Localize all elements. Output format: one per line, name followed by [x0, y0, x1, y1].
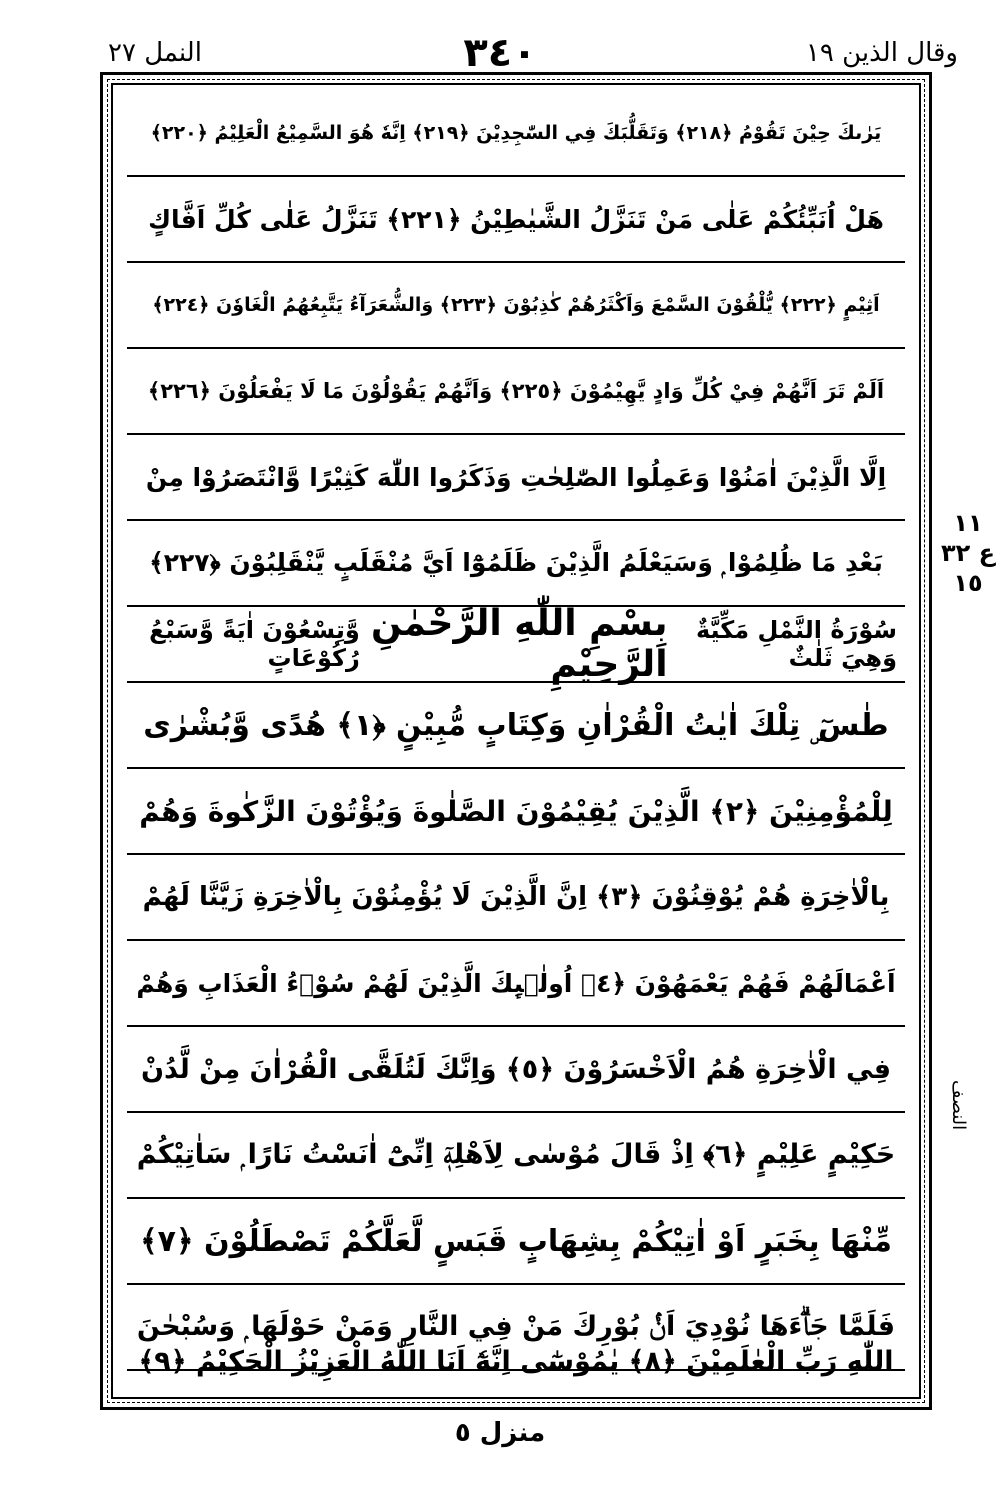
- text-line: [127, 521, 905, 607]
- line-text: يَرٰىكَ حِيْنَ تَقُوْمُ ﴿٢١٨﴾ وَتَقَلُّبَكَ فِي السّٰجِدِيْنَ ﴿٢١٩﴾ اِنَّهٗ هُوَ السَّمِيْعُ الْعَلِيْمُ ﴿٢٢٠﴾: [150, 122, 882, 144]
- text-line: [127, 769, 905, 855]
- ruku-bottom: ١٥: [953, 569, 983, 597]
- line-text: حَكِيْمٍ عَلِيْمٍ ﴿٦﴾ اِذْ قَالَ مُوْسٰى لِاَهْلِهٖٓ اِنِّىْٓ اٰنَسْتُ نَارًا ۭ سَاٰتِيْكُمْ: [136, 1139, 896, 1170]
- side-note: النصف: [948, 1080, 969, 1131]
- text-line: [127, 177, 905, 263]
- text-line: [127, 1027, 905, 1113]
- line-text: هَلْ اُنَبِّئُكُمْ عَلٰى مَنْ تَنَزَّلُ الشَّيٰطِيْنُ ﴿٢٢١﴾ تَنَزَّلُ عَلٰى كُلِّ اَفَّاكٍ: [148, 204, 884, 234]
- ruku-marker: [940, 508, 996, 598]
- line-text: فِي الْاٰخِرَةِ هُمُ الْاَخْسَرُوْنَ ﴿٥﴾ وَاِنَّكَ لَتُلَقَّى الْقُرْاٰنَ مِنْ لَّدُنْ: [140, 1053, 892, 1085]
- line-text: طٰسٓ ۣ تِلْكَ اٰيٰتُ الْقُرْاٰنِ وَكِتَابٍ مُّبِيْنٍ ﴿١﴾ هُدًى وَّبُشْرٰى: [143, 707, 889, 743]
- line-text: بَعْدِ مَا ظُلِمُوْا ۭ وَسَيَعْلَمُ الَّذِيْنَ ظَلَمُوْٓا اَيَّ مُنْقَلَبٍ يَّنْقَلِبُوْنَ ﴿٢٢٧﴾: [149, 548, 883, 577]
- text-line: [127, 1113, 905, 1199]
- line-text: اَعْمَالَهُمْ فَهُمْ يَعْمَهُوْنَ ﴿٤﴾ اُولٰۗىِٕكَ الَّذِيْنَ لَهُمْ سُوْۗءُ الْعَذَابِ وَهُمْ: [136, 968, 896, 998]
- line-text: فَلَمَّا جَاۗءَهَا نُوْدِيَ اَنْۢ بُوْرِكَ مَنْ فِي النَّارِ وَمَنْ حَوْلَهَا ۭ وَسُبْحٰنَ: [136, 1311, 896, 1342]
- surah-ref: النمل ٢٧: [108, 38, 202, 68]
- page-frame: [100, 72, 932, 1410]
- text-line: [127, 1199, 905, 1285]
- surah-header: [127, 603, 905, 685]
- ruku-mid: ع ٣٢: [940, 539, 996, 567]
- manzil-label: منزل ٥: [454, 1418, 546, 1448]
- page-number: ٣٤٠: [463, 30, 537, 76]
- line-text: اِلَّا الَّذِيْنَ اٰمَنُوْا وَعَمِلُوا الصّٰلِحٰتِ وَذَكَرُوا اللّٰهَ كَثِيْرًا وَّانْتَصَرُوْا مِنْ: [145, 462, 887, 492]
- bismillah: بِسْمِ اللّٰهِ الرَّحْمٰنِ الرَّحِيْمِ: [370, 603, 668, 685]
- text-line: [127, 349, 905, 435]
- ruku-top: ١١: [953, 509, 983, 537]
- text-line: [127, 683, 905, 769]
- line-text: لِلْمُؤْمِنِيْنَ ﴿٢﴾ الَّذِيْنَ يُقِيْمُوْنَ الصَّلٰوةَ وَيُؤْتُوْنَ الزَّكٰوةَ وَهُمْ: [139, 794, 893, 828]
- line-text: اللّٰهِ رَبِّ الْعٰلَمِيْنَ ﴿٨﴾ يٰمُوْسٰٓى اِنَّهٗٓ اَنَا اللّٰهُ الْعَزِيْزُ الْحَكِيْمُ ﴿٩﴾: [138, 1345, 894, 1377]
- text-line: [127, 1321, 905, 1401]
- line-text: بِالْاٰخِرَةِ هُمْ يُوْقِنُوْنَ ﴿٣﴾ اِنَّ الَّذِيْنَ لَا يُؤْمِنُوْنَ بِالْاٰخِرَةِ زَيَّنَّا لَهُمْ: [142, 882, 890, 912]
- line-text: اَثِيْمٍ ﴿٢٢٢﴾ يُّلْقُوْنَ السَّمْعَ وَاَكْثَرُهُمْ كٰذِبُوْنَ ﴿٢٢٣﴾ وَالشُّعَرَآءُ يَتَّبِعُهُمُ الْغَاوٗنَ ﴿٢٢٤﴾: [152, 294, 880, 316]
- text-line: [127, 91, 905, 177]
- line-text: مِّنْهَا بِخَبَرٍ اَوْ اٰتِيْكُمْ بِشِهَابٍ قَبَسٍ لَّعَلَّكُمْ تَصْطَلُوْنَ ﴿٧﴾: [140, 1223, 892, 1259]
- line-text: اَلَمْ تَرَ اَنَّهُمْ فِيْ كُلِّ وَادٍ يَّهِيْمُوْنَ ﴿٢٢٥﴾ وَاَنَّهُمْ يَقُوْلُوْنَ مَا لَا يَفْعَلُوْنَ ﴿٢٢٦﴾: [147, 379, 885, 403]
- surah-info-right: وَّتِسْعُوْنَ اٰيَةً وَّسَبْعُ رُكُوْعَاتٍ: [149, 616, 360, 672]
- surah-info-left: سُوْرَةُ النَّمْلِ مَكِّيَّةٌ وَهِيَ ثَلٰثٌ: [695, 616, 897, 672]
- text-line: [127, 263, 905, 349]
- text-area: [111, 83, 921, 1399]
- text-line: [127, 435, 905, 521]
- juz-label: وقال الذين ١٩: [805, 38, 958, 68]
- text-line: [127, 941, 905, 1027]
- text-line: [127, 855, 905, 941]
